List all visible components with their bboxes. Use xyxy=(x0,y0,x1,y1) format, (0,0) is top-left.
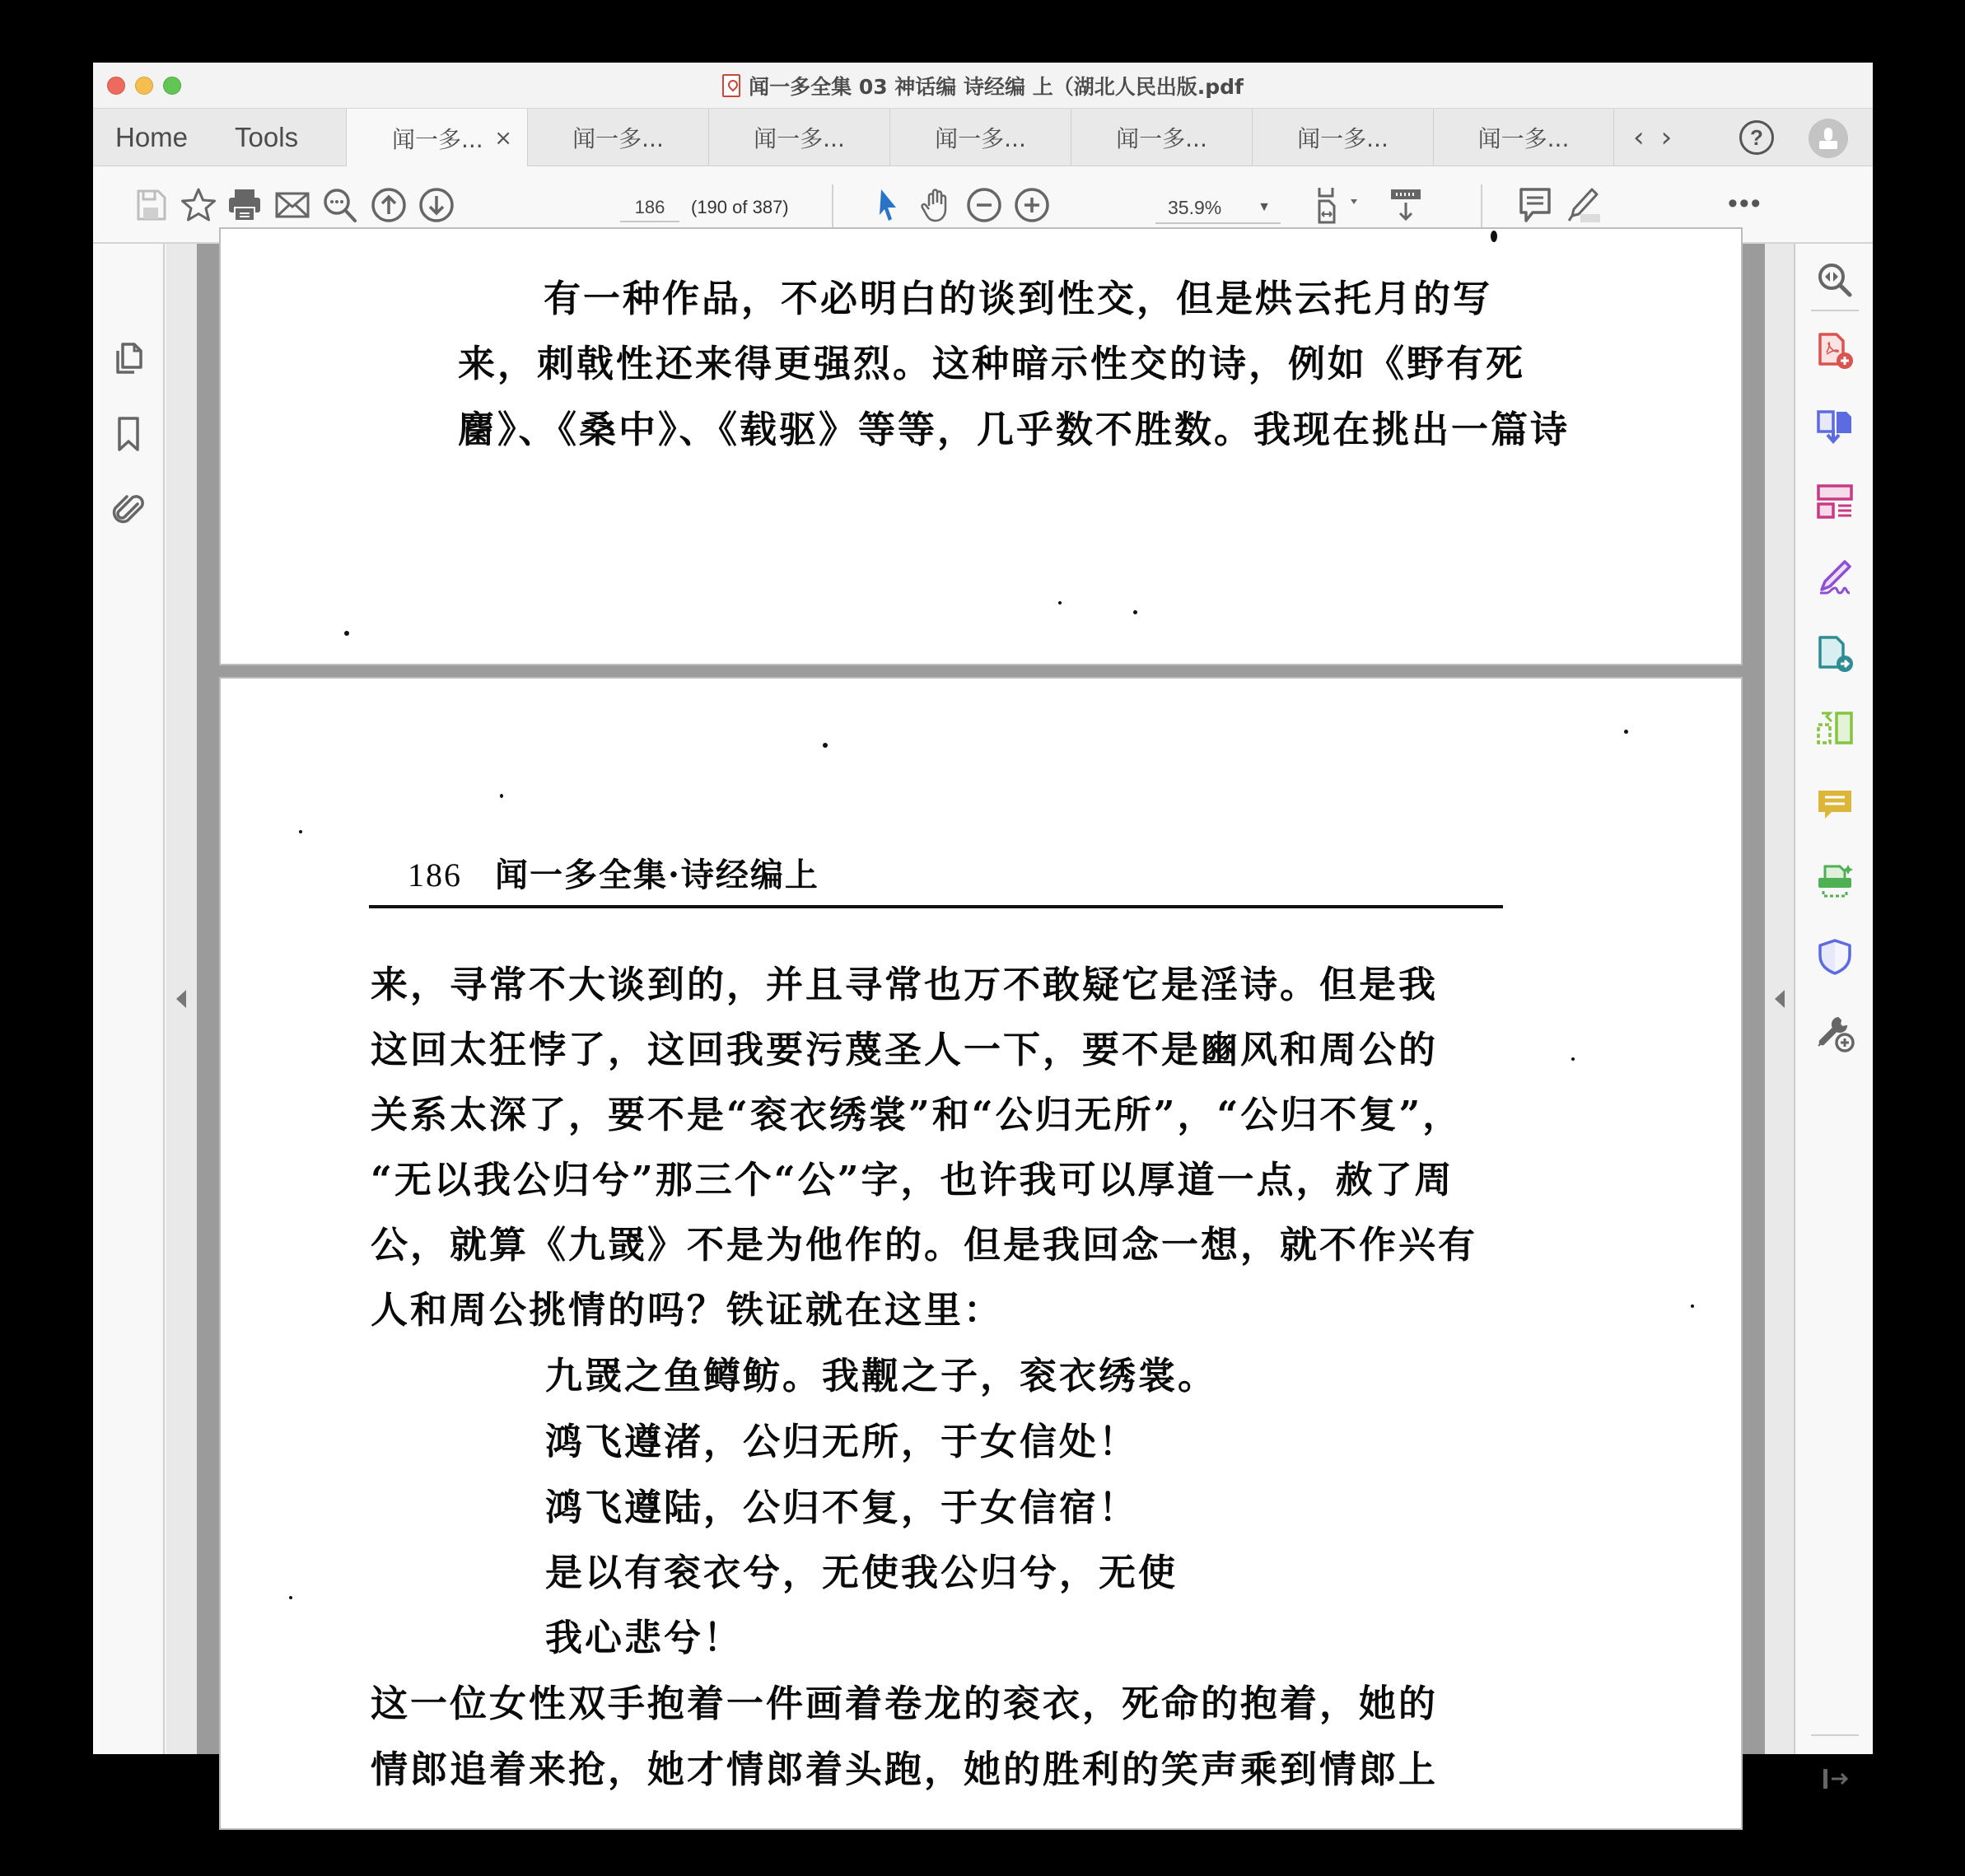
previous-page-button[interactable] xyxy=(370,186,408,224)
text-line: 公，就算《九罭》不是为他作的。但是我回念一想，就不作兴有 xyxy=(371,1223,1478,1267)
bookmark-star-button[interactable] xyxy=(180,186,217,224)
chevron-right-icon[interactable]: › xyxy=(1660,121,1673,154)
collapse-right-icon[interactable] xyxy=(1775,990,1785,1008)
organize-pages-button[interactable] xyxy=(1813,481,1856,524)
page-number-input[interactable]: 186 xyxy=(620,189,679,222)
close-tab-icon[interactable]: × xyxy=(494,125,512,151)
pdf-page-186 xyxy=(219,677,1743,1830)
page-fit-button[interactable] xyxy=(1314,186,1369,224)
organize-pages-icon xyxy=(1815,483,1855,522)
poem-line: 九罭之鱼鳟鲂。我觏之子，衮衣绣裳。 xyxy=(545,1354,1218,1398)
text-line: 有一种作品，不必明白的谈到性交，但是烘云托月的写 xyxy=(544,277,1493,320)
caret-down-icon: ▼ xyxy=(1258,200,1271,214)
zoom-in-button[interactable] xyxy=(1013,186,1051,224)
tab-label: 闻一多... xyxy=(1477,125,1570,152)
poem-line: 鸿飞遵渚，公归无所，于女信处！ xyxy=(545,1420,1139,1463)
next-page-button[interactable] xyxy=(418,186,455,224)
document-tab[interactable] xyxy=(527,109,708,166)
print-icon xyxy=(226,186,264,224)
comment-icon xyxy=(1516,186,1554,224)
fill-sign-button[interactable] xyxy=(1813,557,1856,600)
text-line: 情郎追着来抢，她才情郎着头跑，她的胜利的笑声乘到情郎上 xyxy=(371,1748,1439,1791)
toolbar-divider xyxy=(1481,184,1482,231)
header-rule xyxy=(369,905,1503,908)
text-line: 来，刺戟性还来得更强烈。这种暗示性交的诗，例如《野有死 xyxy=(458,342,1526,385)
tools-link[interactable]: Tools xyxy=(235,122,299,152)
print-button[interactable] xyxy=(226,186,264,224)
page-thumbnails-icon xyxy=(110,341,147,379)
save-button[interactable] xyxy=(132,186,170,224)
compress-pdf-button[interactable] xyxy=(1813,708,1856,751)
page-thumbnails-button[interactable] xyxy=(110,341,147,379)
collapse-tools-pane-button[interactable] xyxy=(1813,1757,1856,1800)
wrench-add-icon xyxy=(1815,1013,1855,1052)
find-button[interactable] xyxy=(321,186,359,224)
attachments-button[interactable] xyxy=(110,491,147,529)
poem-line: 我心悲兮！ xyxy=(545,1616,744,1659)
pdf-page-previous xyxy=(219,227,1743,665)
help-icon: ? xyxy=(1750,124,1763,150)
scan-ocr-button[interactable] xyxy=(1813,860,1856,903)
tab-label: 闻一多... xyxy=(754,125,845,152)
export-pdf-icon xyxy=(1815,407,1855,446)
help-button[interactable] xyxy=(1739,120,1774,155)
text-line: 人和周公挑情的吗？铁证就在这里： xyxy=(371,1288,1004,1332)
highlight-button[interactable] xyxy=(1564,186,1602,224)
select-cursor-icon xyxy=(870,186,908,224)
tools-pane xyxy=(1797,244,1873,1754)
scroll-mode-button[interactable] xyxy=(1387,186,1425,224)
shield-icon xyxy=(1815,937,1855,977)
tools-divider xyxy=(1811,1734,1859,1736)
tab-label: 闻一多... xyxy=(1297,125,1389,152)
tab-bar xyxy=(93,109,1873,166)
right-pane-collapse-strip[interactable] xyxy=(1765,244,1795,1754)
poem-line: 是以有衮衣兮，无使我公归兮，无使 xyxy=(545,1551,1179,1594)
create-pdf-icon xyxy=(1815,331,1855,371)
running-head xyxy=(408,849,819,896)
comment-tool-button[interactable] xyxy=(1813,784,1856,827)
document-tab-active[interactable] xyxy=(346,109,527,167)
bookmark-icon xyxy=(110,415,147,453)
text-line: “无以我公归兮”那三个“公”字，也许我可以厚道一点，赦了周 xyxy=(371,1158,1454,1202)
send-for-review-icon xyxy=(1815,634,1855,674)
arrow-up-circle-icon xyxy=(370,186,408,224)
left-navigation-pane xyxy=(93,244,165,1754)
fill-sign-icon xyxy=(1815,558,1855,598)
find-icon xyxy=(321,186,359,224)
chevron-left-icon[interactable]: ‹ xyxy=(1633,121,1645,154)
acrobat-window xyxy=(93,63,1873,1791)
left-pane-collapse-strip[interactable] xyxy=(166,244,197,1754)
comment-button[interactable] xyxy=(1516,186,1554,224)
text-line: 来，寻常不大谈到的，并且寻常也万不敢疑它是淫诗。但是我 xyxy=(371,963,1439,1006)
enhance-view-button[interactable] xyxy=(1813,259,1856,301)
scan-ocr-icon xyxy=(1815,861,1855,901)
document-tab[interactable] xyxy=(1433,109,1614,166)
tab-label: 闻一多... xyxy=(1116,125,1207,152)
document-viewport[interactable] xyxy=(197,244,1765,1791)
page-number: 186 xyxy=(408,856,462,894)
create-pdf-button[interactable] xyxy=(1813,329,1856,372)
user-icon xyxy=(1817,126,1840,151)
account-avatar[interactable] xyxy=(1809,119,1848,158)
zoom-in-icon xyxy=(1013,186,1051,224)
scroll-mode-icon xyxy=(1387,186,1425,224)
zoom-out-icon xyxy=(965,186,1003,224)
bookmarks-button[interactable] xyxy=(110,415,147,453)
more-options-button[interactable]: ••• xyxy=(1728,188,1762,219)
page-fit-icon xyxy=(1314,186,1369,224)
email-button[interactable] xyxy=(273,186,311,224)
arrow-down-circle-icon xyxy=(418,186,455,224)
document-tab[interactable] xyxy=(708,109,889,166)
running-head-title: 闻一多全集·诗经编上 xyxy=(495,856,819,894)
page-count-label: (190 of 387) xyxy=(691,197,789,217)
tab-label: 闻一多... xyxy=(572,125,664,152)
text-line: 关系太深了，要不是“衮衣绣裳”和“公归无所”，“公归不复”， xyxy=(371,1093,1463,1136)
text-line: 这一位女性双手抱着一件画着卷龙的衮衣，死命的抱着，她的 xyxy=(371,1682,1439,1725)
document-tab[interactable] xyxy=(889,109,1071,166)
pdf-file-icon xyxy=(722,74,740,97)
email-icon xyxy=(273,186,311,224)
enhance-view-icon xyxy=(1815,260,1855,300)
home-link[interactable]: Home xyxy=(115,122,189,152)
send-for-review-button[interactable] xyxy=(1813,632,1856,675)
compress-icon xyxy=(1815,710,1855,749)
hand-icon xyxy=(917,186,955,224)
highlight-icon xyxy=(1564,186,1602,224)
collapse-pane-icon xyxy=(1815,1759,1855,1799)
collapse-left-icon[interactable] xyxy=(176,990,186,1008)
text-line: 麕》、《桑中》、《载驱》等等，几乎数不胜数。我现在挑出一篇诗 xyxy=(458,408,1571,451)
tab-label: 闻一多... xyxy=(392,125,483,153)
document-tab[interactable] xyxy=(1071,109,1252,166)
select-tool-button[interactable] xyxy=(870,186,908,224)
export-pdf-button[interactable] xyxy=(1813,405,1856,448)
zoom-level-dropdown[interactable] xyxy=(1155,189,1281,224)
tools-divider xyxy=(1811,310,1859,311)
document-tab[interactable] xyxy=(1252,109,1433,166)
protect-button[interactable] xyxy=(1813,936,1856,978)
hand-tool-button[interactable] xyxy=(917,186,955,224)
paperclip-icon xyxy=(110,491,147,529)
star-icon xyxy=(180,186,217,224)
zoom-level-value: 35.9% xyxy=(1168,197,1222,218)
poem-line: 鸿飞遵陆，公归不复，于女信宿！ xyxy=(545,1486,1139,1529)
window-title: 闻一多全集 03 神话编 诗经编 上（湖北人民出版.pdf xyxy=(749,75,1244,99)
comment-tool-icon xyxy=(1815,786,1855,825)
save-icon xyxy=(132,186,170,224)
tab-label: 闻一多... xyxy=(935,125,1026,152)
title-bar xyxy=(93,63,1873,109)
more-tools-button[interactable] xyxy=(1813,1011,1856,1054)
zoom-out-button[interactable] xyxy=(965,186,1003,224)
toolbar-divider xyxy=(832,184,833,231)
text-line: 这回太狂悖了，这回我要污蔑圣人一下，要不是豳风和周公的 xyxy=(371,1028,1439,1071)
